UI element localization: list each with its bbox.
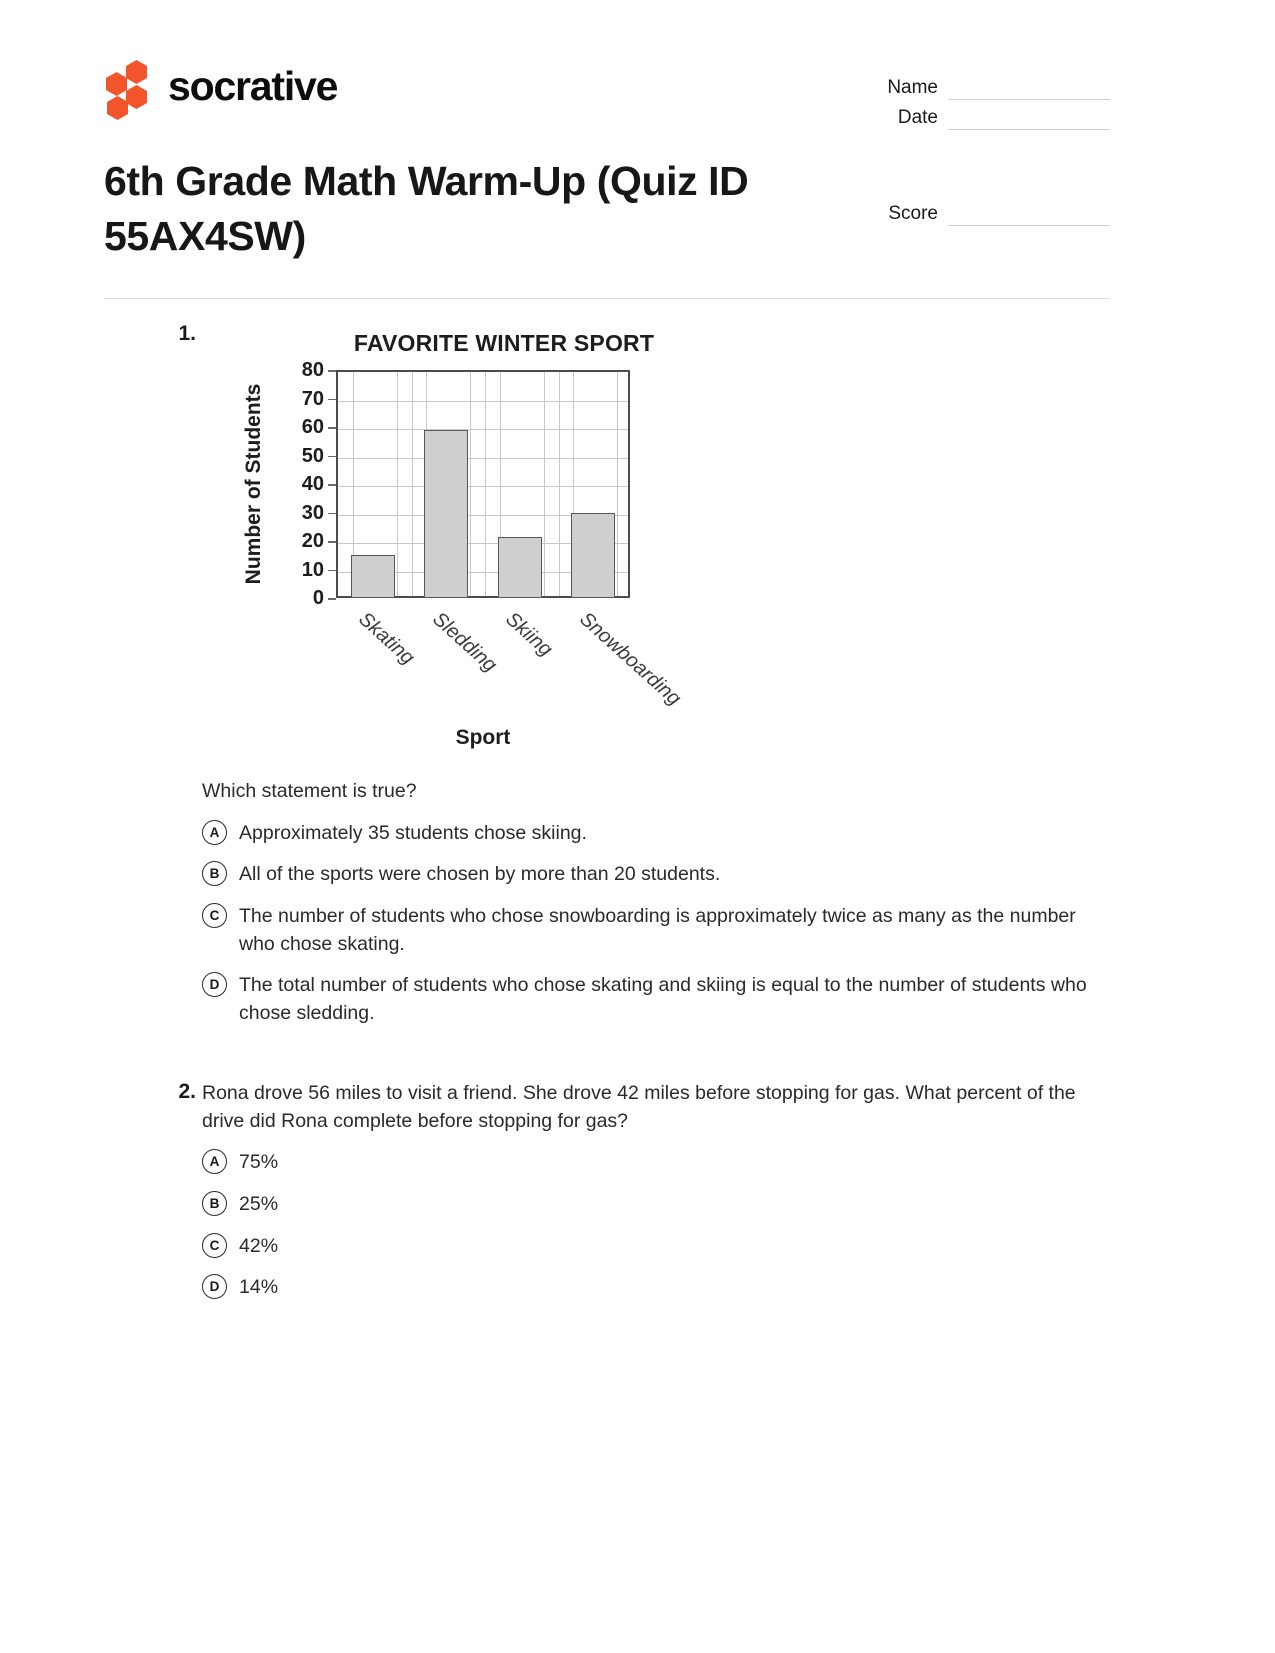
chart-category-separator	[485, 372, 486, 596]
choice-text-b: 25%	[239, 1193, 279, 1216]
chart-y-tick-label: 80	[301, 359, 324, 381]
chart-bar-edge-line	[397, 372, 398, 596]
socrative-hexagon-logo-icon	[104, 60, 152, 112]
chart-x-tick-label: Snowboarding	[574, 608, 685, 710]
chart-y-tick-mark	[328, 541, 336, 543]
question-2-number: 2.	[178, 1080, 196, 1103]
question-1-number: 1.	[178, 322, 196, 345]
date-field-label: Date	[897, 107, 938, 128]
chart-y-axis-label: Number of Students	[242, 383, 265, 585]
chart-gridline	[338, 401, 628, 402]
choice-bubble-d[interactable]: D	[202, 1274, 227, 1299]
chart-bar	[424, 430, 468, 598]
chart-y-tick-label: 10	[301, 558, 324, 581]
header-divider	[104, 298, 1110, 299]
chart-category-separator	[412, 372, 413, 596]
choice-bubble-c[interactable]: C	[202, 903, 227, 928]
choice-bubble-a[interactable]: A	[202, 1149, 227, 1174]
choice-d[interactable]	[202, 1273, 1110, 1302]
chart-y-tick-mark	[328, 484, 336, 486]
chart-bar-edge-line	[470, 372, 471, 596]
question-2-prompt: Rona drove 56 miles to visit a friend. She drove 42 miles before stopping for gas. What percent of the drive did Rona complete before stopping for gas?	[202, 1082, 1076, 1132]
student-info-fields	[860, 70, 1110, 226]
chart-plot-area	[301, 359, 685, 710]
chart-y-tick-label: 70	[301, 387, 324, 410]
brand-logo	[104, 60, 337, 112]
chart-gridline	[338, 458, 628, 459]
chart-bar	[571, 513, 615, 599]
chart-y-tick-label: 40	[301, 473, 324, 495]
choice-a[interactable]	[202, 1148, 1110, 1177]
choice-text-b: All of the sports were chosen by more than 20 students.	[239, 863, 721, 886]
choice-c[interactable]	[202, 1232, 1110, 1261]
question-1-choices	[202, 819, 1110, 1028]
choice-bubble-c[interactable]: C	[202, 1233, 227, 1258]
chart-bar	[351, 555, 395, 598]
chart-y-tick-label: 30	[301, 501, 324, 524]
chart-x-tick-label: Skiing	[501, 608, 557, 661]
choice-c[interactable]	[202, 902, 1110, 958]
choice-bubble-b[interactable]: B	[202, 861, 227, 886]
hexagon-icon-3	[126, 85, 147, 109]
chart-bar	[498, 537, 542, 598]
choice-d[interactable]	[202, 971, 1110, 1027]
hexagon-icon-1	[126, 60, 147, 84]
choice-text-a: Approximately 35 students chose skiing.	[239, 821, 587, 844]
question-2	[104, 1080, 1110, 1302]
hexagon-icon-4	[107, 96, 128, 120]
page-header	[104, 52, 1110, 262]
score-field-row	[860, 196, 1110, 226]
name-field-input[interactable]	[948, 80, 1110, 100]
choice-text-c: 42%	[239, 1234, 279, 1257]
chart-category-separator	[559, 372, 560, 596]
chart-y-tick-label: 20	[301, 530, 324, 552]
chart-x-tick-label: Sledding	[427, 608, 501, 677]
chart-x-axis-label: Sport	[455, 726, 511, 749]
choice-a[interactable]	[202, 819, 1110, 848]
question-1-prompt: Which statement is true?	[202, 780, 417, 802]
choice-text-c: The number of students who chose snowboarding is approximately twice as many as the number who chose skating.	[239, 905, 1076, 955]
chart-bar-edge-line	[617, 372, 618, 596]
brand-name: socrative	[168, 62, 338, 109]
choice-bubble-a[interactable]: A	[202, 820, 227, 845]
choice-text-a: 75%	[239, 1151, 279, 1174]
chart-y-tick-mark	[328, 456, 336, 458]
page-title: 6th Grade Math Warm-Up (Quiz ID 55AX4SW)	[104, 158, 749, 259]
question-1	[104, 322, 1110, 1028]
chart-title: FAVORITE WINTER SPORT	[353, 330, 655, 356]
chart-y-tick-label: 50	[301, 444, 324, 467]
chart-gridline	[338, 486, 628, 487]
choice-bubble-b[interactable]: B	[202, 1191, 227, 1216]
question-2-choices	[202, 1148, 1110, 1302]
score-field-label: Score	[888, 203, 938, 224]
chart-y-tick-label: 0	[312, 587, 324, 609]
score-field-input[interactable]	[948, 206, 1110, 226]
date-field-input[interactable]	[948, 110, 1110, 130]
choice-b[interactable]	[202, 1190, 1110, 1219]
chart-x-tick-label: Skating	[354, 608, 419, 669]
date-field-row	[860, 100, 1110, 130]
hexagon-icon-2	[106, 72, 127, 96]
name-field-row	[860, 70, 1110, 100]
chart-y-tick-label: 60	[301, 416, 324, 438]
favorite-winter-sport-bar-chart	[242, 322, 718, 772]
choice-text-d: 14%	[239, 1276, 279, 1299]
chart-y-tick-mark	[328, 399, 336, 401]
chart-y-tick-mark	[328, 570, 336, 572]
name-field-label: Name	[887, 77, 938, 98]
chart-y-tick-mark	[328, 598, 336, 600]
chart-y-tick-mark	[328, 427, 336, 429]
choice-bubble-d[interactable]: D	[202, 972, 227, 997]
chart-y-tick-mark	[328, 370, 336, 372]
chart-y-tick-mark	[328, 513, 336, 515]
choice-text-d: The total number of students who chose skating and skiing is equal to the number of students who chose sledding.	[239, 974, 1087, 1025]
chart-bar-edge-line	[544, 372, 545, 596]
choice-b[interactable]	[202, 860, 1110, 889]
chart-gridline	[338, 429, 628, 430]
